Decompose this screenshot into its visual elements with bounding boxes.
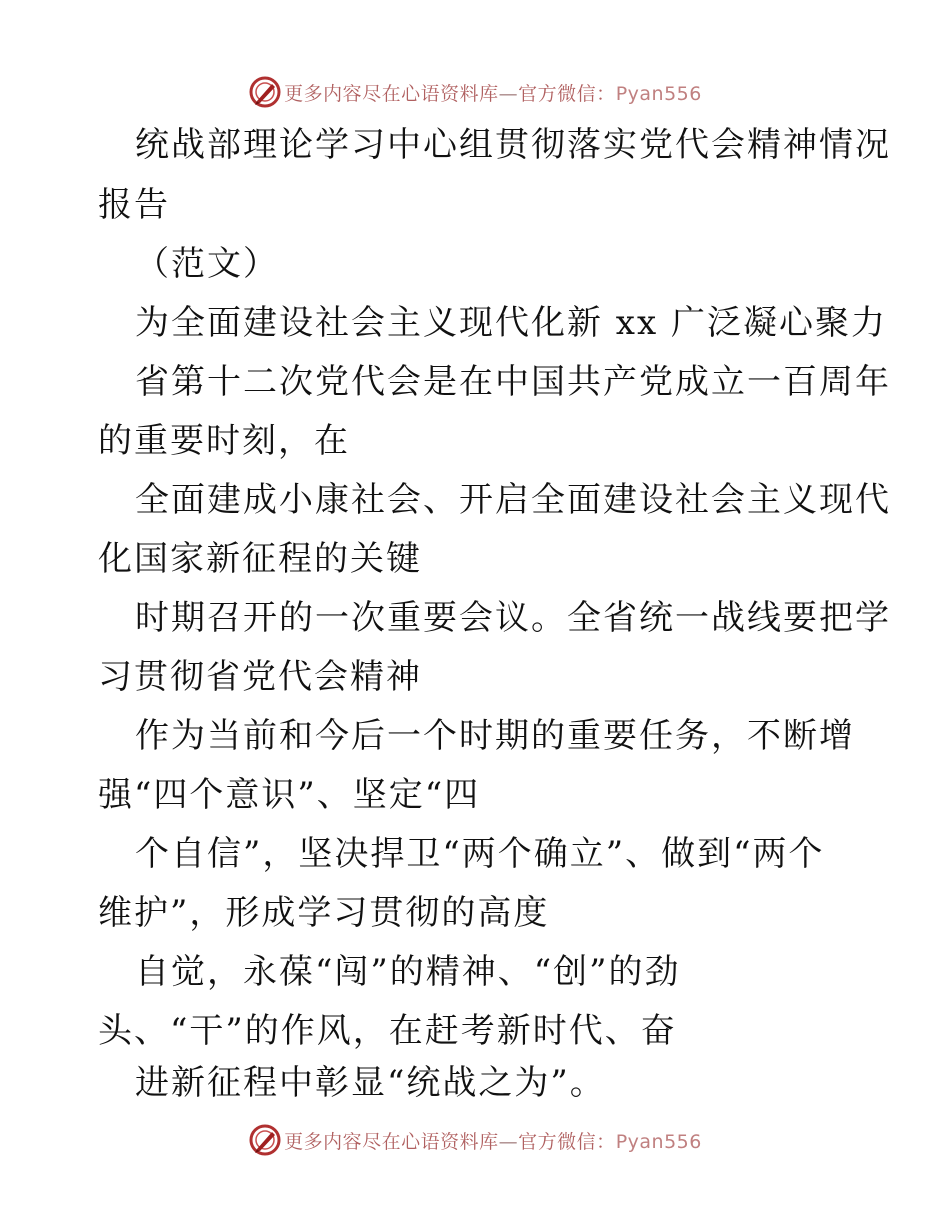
paragraph-heading: 为全面建设社会主义现代化新 xx 广泛凝心聚力 — [135, 303, 887, 343]
document-subtitle: （范文） — [135, 244, 279, 284]
paragraph-line: 的重要时刻，在 — [98, 421, 350, 461]
watermark-brand: 更多内容尽在心语资料库 — [284, 1130, 499, 1153]
red-circle-pen-logo-icon — [248, 1123, 282, 1157]
paragraph-line: 进新征程中彰显“统战之为”。 — [135, 1063, 606, 1103]
footer-watermark — [0, 1120, 950, 1160]
watermark-wechat-id: Pyan556 — [615, 82, 702, 105]
header-watermark — [0, 72, 950, 112]
paragraph-line: 时期召开的一次重要会议。全省统一战线要把学 — [135, 598, 891, 638]
paragraph-line: 化国家新征程的关键 — [98, 539, 422, 579]
document-title-line-1: 统战部理论学习中心组贯彻落实党代会精神情况 — [135, 125, 891, 165]
paragraph-line: 作为当前和今后一个时期的重要任务，不断增 — [135, 716, 855, 756]
red-circle-pen-logo-icon — [248, 75, 282, 109]
watermark-separator: — — [498, 82, 519, 105]
watermark-official: 官方微信： — [518, 82, 616, 105]
watermark-text — [284, 1127, 702, 1154]
paragraph-line: 维护”，形成学习贯彻的高度 — [98, 893, 550, 933]
document-title-line-2: 报告 — [98, 185, 170, 225]
paragraph-line: 全面建成小康社会、开启全面建设社会主义现代 — [135, 480, 891, 520]
paragraph-line: 头、“干”的作风，在赶考新时代、奋 — [98, 1011, 677, 1051]
paragraph-line: 个自信”，坚决捍卫“两个确立”、做到“两个 — [135, 834, 825, 874]
watermark-wechat-id: Pyan556 — [615, 1130, 702, 1153]
paragraph-line: 自觉，永葆“闯”的精神、“创”的劲 — [135, 952, 681, 992]
paragraph-line: 强“四个意识”、坚定“四 — [98, 775, 481, 815]
watermark-text — [284, 79, 702, 106]
watermark-official: 官方微信： — [518, 1130, 616, 1153]
paragraph-line: 省第十二次党代会是在中国共产党成立一百周年 — [135, 362, 891, 402]
watermark-separator: — — [498, 1130, 519, 1153]
watermark-brand: 更多内容尽在心语资料库 — [284, 82, 499, 105]
paragraph-line: 习贯彻省党代会精神 — [98, 657, 422, 697]
